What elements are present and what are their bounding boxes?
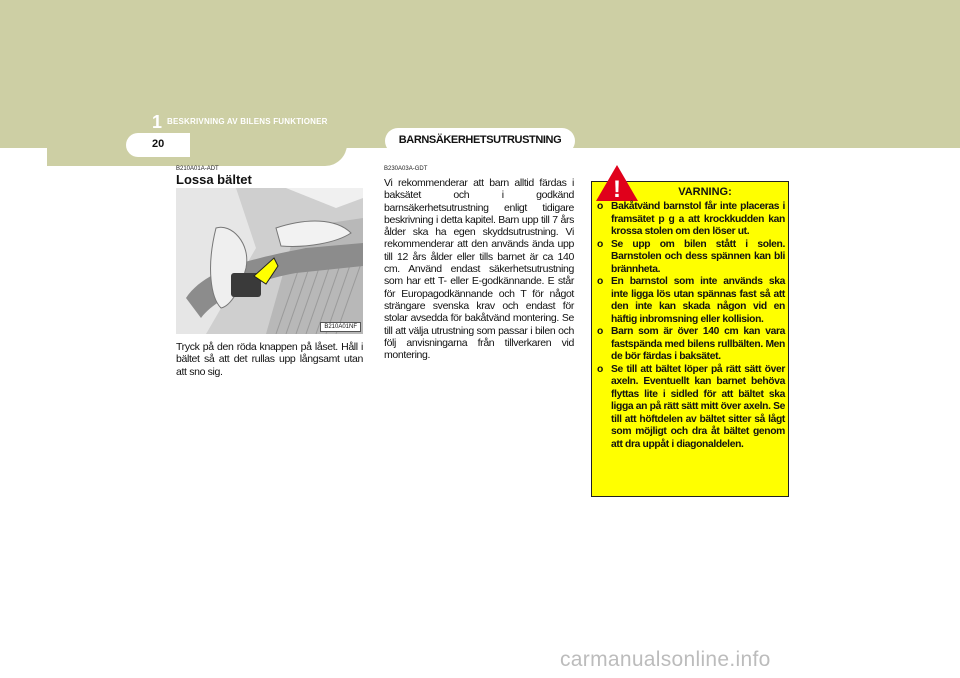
- chapter-title: BESKRIVNING AV BILENS FUNKTIONER: [167, 117, 328, 126]
- section-title: BARNSÄKERHETSUTRUSTNING: [398, 134, 562, 146]
- bullet: o: [597, 276, 603, 287]
- warning-item: o En barnstol som inte används ska inte ligga lös utan spännas fast så att den inte kan skada någon vid en häftig inbromsning eller kollision.: [597, 276, 785, 325]
- bullet: o: [597, 363, 603, 375]
- warning-item: o Se till att bältet löper på rätt sätt över axeln. Eventuellt kan barnet behöva flyttas lite i sidled för att bältet ska ligga an på rätt sätt mitt över axeln. Se till att höftdelen av bältet sitter så lågt som möjligt och dra åt bältet genom att dra uppåt i diagonaldelen.: [597, 363, 785, 450]
- middle-body-text: Vi rekommenderar att barn alltid färdas i baksätet och i godkänd barnsäkerhetsutrustning enligt tidigare beskrivning i detta kapitel. Barn upp till 7 års ålder ska ha egen skyddsutrustning. Vi rekommenderar att den används ända upp till 12 års ålder eller tills barnet är ca 140 cm. Använd endast säkerhetsutrustning som har ett T- eller E-godkännande. E står för Europagodkännande och T för något strängare svenska krav och endast för stolar avsedda för bakåtvänd montering. Se till att välja utrustning som passar i bilen och följ anvisningarna från tillverkaren vid montering.: [384, 177, 574, 362]
- watermark: carmanualsonline.info: [560, 648, 771, 671]
- warning-icon-symbol: !: [613, 176, 621, 203]
- warning-list: [597, 201, 785, 451]
- middle-section-code: B230A03A-GDT: [384, 166, 428, 172]
- left-body-text: Tryck på den röda knappen på låset. Håll i bältet så att det rullas upp långsamt utan att sno sig.: [176, 341, 363, 378]
- seatbelt-illustration: [176, 188, 363, 334]
- left-section-code: B210A01A-ADT: [176, 166, 219, 172]
- warning-item: o Se upp om bilen stått i solen. Barnstolen och dess spännen kan bli brännheta.: [597, 238, 785, 275]
- chapter-number: 1: [152, 112, 163, 132]
- page-number: 20: [152, 138, 165, 150]
- left-heading: Lossa bältet: [176, 172, 252, 187]
- seatbelt-photo: [176, 188, 363, 334]
- warning-item: o Barn som är över 140 cm kan vara fastspända med bilens rullbälten. Men de bör färdas i baksätet.: [597, 326, 785, 362]
- warning-item: o Bakåtvänd barnstol får inte placeras i framsätet p g a att krockkudden kan krossa stolen om den löser ut.: [597, 201, 785, 237]
- chapter-tab: [47, 126, 347, 166]
- bullet: o: [597, 201, 603, 212]
- bullet: o: [597, 326, 603, 337]
- photo-label: B210A01NF: [320, 322, 361, 332]
- warning-title: VARNING:: [678, 186, 732, 198]
- bullet: o: [597, 238, 603, 250]
